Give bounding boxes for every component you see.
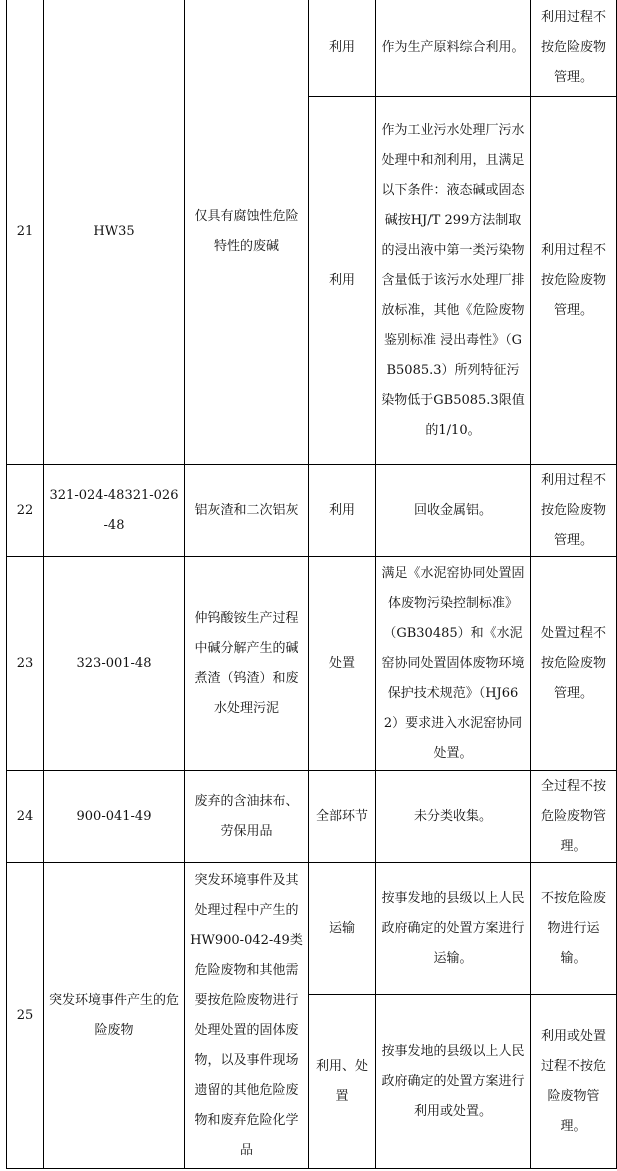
hazardous-waste-exemption-table xyxy=(6,0,617,1169)
row-number: 24 xyxy=(7,771,44,863)
exempt-condition: 按事发地的县级以上人民政府确定的处置方案进行利用或处置。 xyxy=(376,995,531,1169)
waste-code: 突发环境事件产生的危险废物 xyxy=(44,863,185,1169)
exempt-condition: 按事发地的县级以上人民政府确定的处置方案进行运输。 xyxy=(376,863,531,995)
exempt-content: 利用过程不按危险废物管理。 xyxy=(531,97,617,465)
exempt-content: 利用或处置过程不按危险废物管理。 xyxy=(531,995,617,1169)
table-row-24 xyxy=(7,771,617,863)
table-row-23 xyxy=(7,557,617,771)
exempt-content: 利用过程不按危险废物管理。 xyxy=(531,0,617,97)
exempt-link: 利用 xyxy=(309,465,376,557)
exempt-content: 不按危险废物进行运输。 xyxy=(531,863,617,995)
exempt-link: 利用 xyxy=(309,0,376,97)
table-row-22 xyxy=(7,465,617,557)
waste-description: 仅具有腐蚀性危险特性的废碱 xyxy=(185,0,309,465)
waste-code: 323-001-48 xyxy=(44,557,185,771)
exempt-condition: 未分类收集。 xyxy=(376,771,531,863)
exempt-link: 利用、处置 xyxy=(309,995,376,1169)
table-row-25a xyxy=(7,863,617,995)
exempt-condition: 作为生产原料综合利用。 xyxy=(376,0,531,97)
exempt-content: 全过程不按危险废物管理。 xyxy=(531,771,617,863)
waste-description: 仲钨酸铵生产过程中碱分解产生的碱煮渣（钨渣）和废水处理污泥 xyxy=(185,557,309,771)
table-row-21a xyxy=(7,0,617,97)
row-number: 25 xyxy=(7,863,44,1169)
waste-description: 突发环境事件及其处理过程中产生的HW900-042-49类危险废物和其他需要按危险废物进行处理处置的固体废物，以及事件现场遗留的其他危险废物和废弃危险化学品 xyxy=(185,863,309,1169)
exempt-condition: 满足《水泥窑协同处置固体废物污染控制标准》（GB30485）和《水泥窑协同处置固体废物环境保护技术规范》（HJ662）要求进入水泥窑协同处置。 xyxy=(376,557,531,771)
exempt-link: 利用 xyxy=(309,97,376,465)
waste-code: 321-024-48321-026-48 xyxy=(44,465,185,557)
exempt-link: 处置 xyxy=(309,557,376,771)
waste-code: HW35 xyxy=(44,0,185,465)
waste-description: 废弃的含油抹布、劳保用品 xyxy=(185,771,309,863)
waste-description: 铝灰渣和二次铝灰 xyxy=(185,465,309,557)
exempt-link: 运输 xyxy=(309,863,376,995)
waste-code: 900-041-49 xyxy=(44,771,185,863)
row-number: 23 xyxy=(7,557,44,771)
exempt-link: 全部环节 xyxy=(309,771,376,863)
row-number: 22 xyxy=(7,465,44,557)
exempt-content: 处置过程不按危险废物管理。 xyxy=(531,557,617,771)
exempt-content: 利用过程不按危险废物管理。 xyxy=(531,465,617,557)
exempt-condition: 回收金属铝。 xyxy=(376,465,531,557)
row-number: 21 xyxy=(7,0,44,465)
exempt-condition: 作为工业污水处理厂污水处理中和剂利用，且满足以下条件：液态碱或固态碱按HJ/T 299方法制取的浸出液中第一类污染物含量低于该污水处理厂排放标准，其他《危险废物鉴别标准 浸出毒性》（GB5085.3）所列特征污染物低于GB5085.3限值的1/10。 xyxy=(376,97,531,465)
